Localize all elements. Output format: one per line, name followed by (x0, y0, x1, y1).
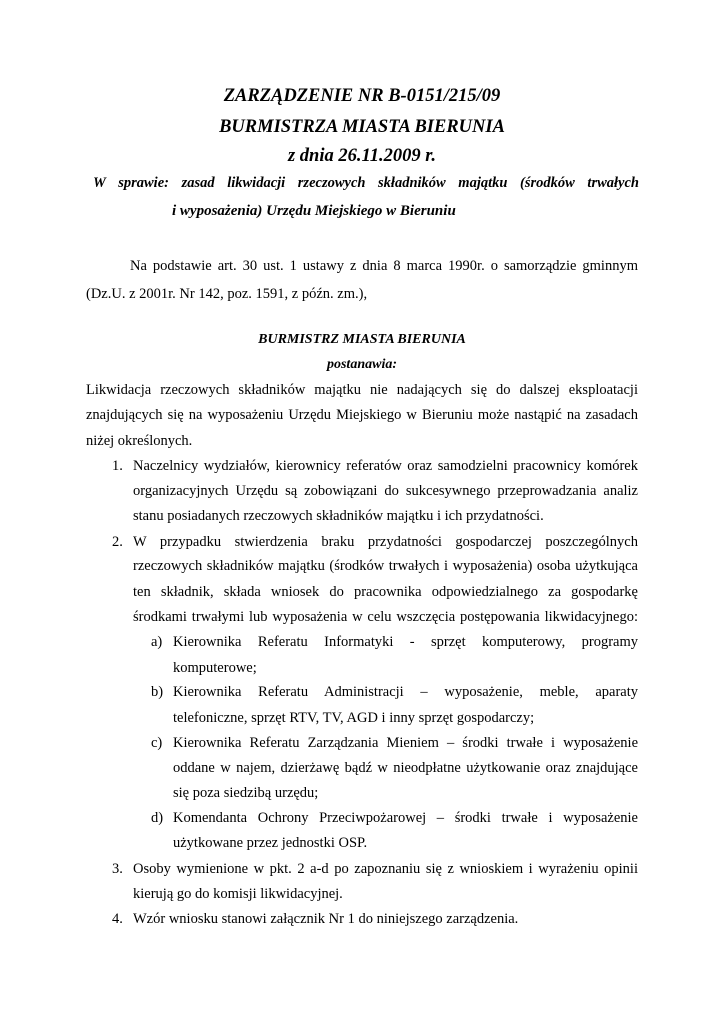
item-1-line-3: stanu posiadanych rzeczowych składników majątku i ich przydatności. (133, 508, 544, 524)
intro-line-2: znajdujących się na wyposażeniu Urzędu Miejskiego w Bieruniu może nastąpić na zasadach (86, 407, 638, 423)
item-number: 3. (112, 861, 123, 877)
document-date: z dnia 26.11.2009 r. (287, 146, 437, 166)
decree-decides: postanawia: (326, 357, 397, 372)
item-2-line-2: rzeczowych składników majątku (środków trwałych i wyposażenia) osoba użytkująca (133, 558, 638, 574)
subitem-letter: b) (151, 684, 164, 700)
subitem-c-line-2: oddane w najem, dzierżawę bądź w nieodpłatne użytkowanie oraz znajdujące (173, 760, 638, 776)
subitem-letter: d) (151, 810, 164, 826)
item-number: 1. (112, 458, 123, 474)
decree-authority: BURMISTRZ MIASTA BIERUNIA (258, 332, 466, 347)
subject-line-1: W sprawie: zasad likwidacji rzeczowych składników majątku (środków trwałych (93, 175, 639, 191)
item-2-line-1: W przypadku stwierdzenia braku przydatności gospodarczej poszczególnych (133, 534, 638, 550)
subitem-a-line-1: Kierownika Referatu Informatyki - sprzęt komputerowy, programy (173, 634, 638, 650)
issuer-title: BURMISTRZA MIASTA BIERUNIA (219, 117, 505, 137)
legal-basis-line-2: (Dz.U. z 2001r. Nr 142, poz. 1591, z późn. zm.), (86, 286, 368, 302)
subitem-a-line-2: komputerowe; (173, 660, 257, 676)
subject-line-2: i wyposażenia) Urzędu Miejskiego w Bieruniu (172, 203, 456, 219)
item-2-line-4: środkami trwałymi lub wyposażenia w celu wszczęcia postępowania likwidacyjnego: (133, 609, 638, 625)
subitem-letter: a) (151, 634, 163, 650)
intro-line-3: niżej określonych. (86, 433, 193, 449)
legal-basis-line-1: Na podstawie art. 30 ust. 1 ustawy z dnia 8 marca 1990r. o samorządzie gminnym (130, 258, 638, 274)
item-1-line-1: Naczelnicy wydziałów, kierownicy referatów oraz samodzielni pracownicy komórek (133, 458, 638, 474)
subitem-c-line-3: się poza siedzibą urzędu; (173, 785, 319, 801)
item-4-line-1: Wzór wniosku stanowi załącznik Nr 1 do niniejszego zarządzenia. (133, 911, 519, 927)
item-3-line-2: kierują go do komisji likwidacyjnej. (133, 886, 343, 902)
intro-line-1: Likwidacja rzeczowych składników majątku nie nadających się do dalszej eksploatacji (86, 382, 638, 398)
document-title: ZARZĄDZENIE NR B-0151/215/09 (223, 86, 501, 106)
item-number: 4. (112, 911, 123, 927)
item-1-line-2: organizacyjnych Urzędu są zobowiązani do sukcesywnego przeprowadzania analiz (133, 483, 638, 499)
item-3-line-1: Osoby wymienione w pkt. 2 a-d po zapoznaniu się z wnioskiem i wyrażeniu opinii (133, 861, 638, 877)
item-2-line-3: ten składnik, składa wniosek do pracownika odpowiedzialnego za gospodarkę (133, 584, 638, 600)
item-number: 2. (112, 534, 123, 550)
subitem-d-line-1: Komendanta Ochrony Przeciwpożarowej – środki trwałe i wyposażenie (173, 810, 638, 826)
subitem-d-line-2: użytkowane przez jednostki OSP. (173, 835, 368, 851)
subitem-letter: c) (151, 735, 163, 751)
subitem-c-line-1: Kierownika Referatu Zarządzania Mieniem – środki trwałe i wyposażenie (173, 735, 638, 751)
subitem-b-line-1: Kierownika Referatu Administracji – wyposażenie, meble, aparaty (173, 684, 638, 700)
subitem-b-line-2: telefoniczne, sprzęt RTV, TV, AGD i inny sprzęt gospodarczy; (173, 710, 535, 726)
